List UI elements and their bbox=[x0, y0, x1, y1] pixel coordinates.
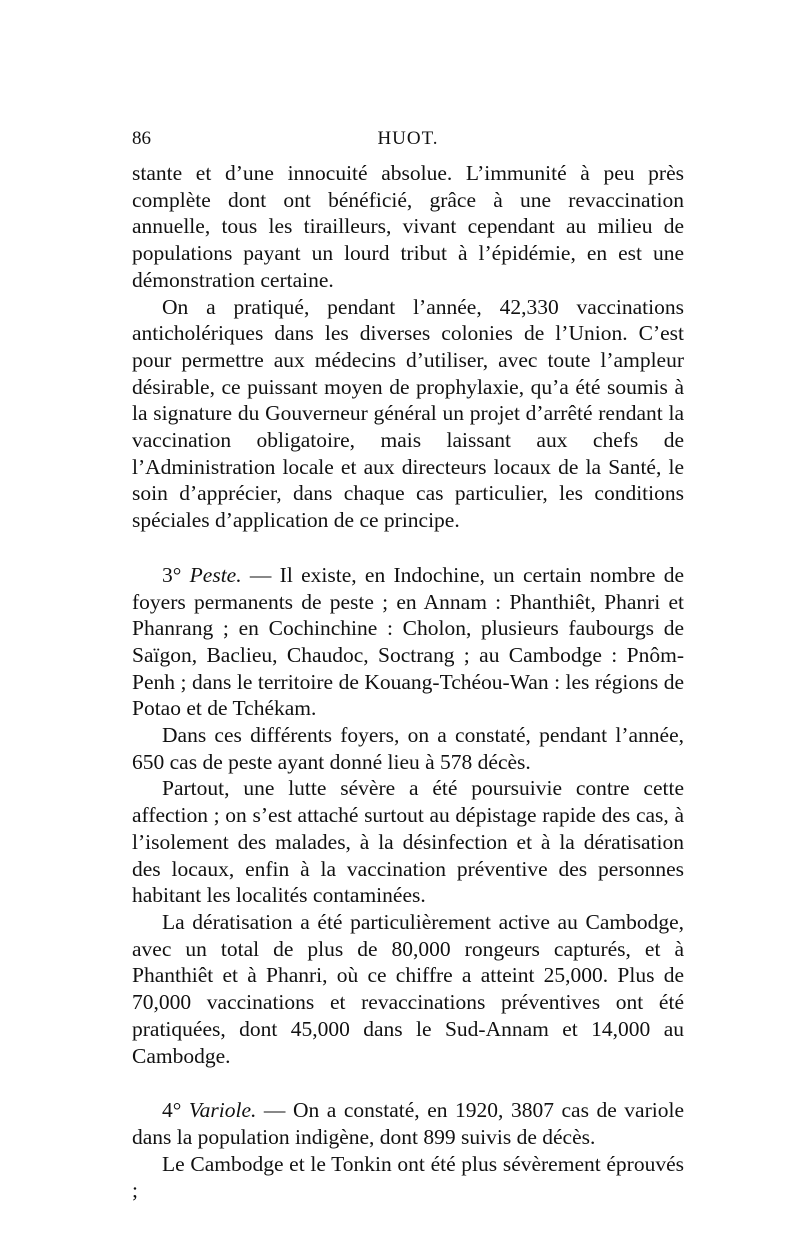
page-number: 86 bbox=[132, 128, 151, 149]
paragraph: Le Cambodge et le Tonkin ont été plus sévèrement éprouvés ; bbox=[132, 1151, 684, 1203]
paragraph: Partout, une lutte sévère a été poursuivie contre cette affection ; on s’est attaché surtout au dépistage rapide des cas, à l’isolement des malades, à la désinfection et à la dératisation des locaux, enfin à la vaccination préventive des personnes habitant les localités contaminées. bbox=[132, 776, 684, 908]
page-header bbox=[132, 128, 684, 152]
section-number: 4° bbox=[162, 1098, 182, 1123]
paragraph: La dératisation a été particulièrement active au Cambodge, avec un total de plus de 80,000 rongeurs capturés, et à Phanthiêt et à Phanri, où ce chiffre a atteint 25,000. Plus de 70,000 vaccinations et revaccinations préventives ont été pratiquées, dont 45,000 dans le Sud-Annam et 14,000 au Cambodge. bbox=[132, 909, 684, 1068]
body-text bbox=[132, 160, 684, 1204]
section-title: Variole. bbox=[188, 1098, 257, 1123]
section-title: Peste. bbox=[189, 562, 242, 587]
paragraph: Dans ces différents foyers, on a constaté, pendant l’année, 650 cas de peste ayant donné lieu à 578 décès. bbox=[132, 723, 684, 774]
section-variole bbox=[132, 1097, 684, 1150]
paragraph: On a pratiqué, pendant l’année, 42,330 vaccinations anticholériques dans les diverses colonies de l’Union. C’est pour permettre aux médecins d’utiliser, avec toute l’ampleur désirable, ce puissant moyen de prophylaxie, qu’a été soumis à la signature du Gouverneur général un projet d’arrêté rendant la vaccination obligatoire, mais laissant aux chefs de l’Administration locale et aux directeurs locaux de la Santé, le soin d’apprécier, dans chaque cas particulier, les conditions spéciales d’application de ce principe. bbox=[132, 294, 684, 533]
paragraph: stante et d’une innocuité absolue. L’immunité à peu près complète dont ont bénéficié, grâce à une revaccination annuelle, tous les tirailleurs, vivant cependant au milieu de populations payant un lourd tribut à l’épidémie, en est une démonstration certaine. bbox=[132, 161, 684, 292]
section-peste bbox=[132, 562, 684, 722]
running-head: HUOT. bbox=[377, 128, 439, 149]
section-text: — Il existe, en Indochine, un certain nombre de foyers permanents de peste ; en Annam : Phanthiêt, Phanri et Phanrang ; en Cochinchine : Cholon, plusieurs faubourgs de Saïgon, Baclieu, Chaudoc, Soctrang ; au Cambodge : Pnôm-Penh ; dans le territoire de Kouang-Tchéou-Wan : les régions de Potao et de Tchékam. bbox=[132, 562, 684, 721]
section-text: — On a constaté, en 1920, 3807 cas de variole dans la population indigène, dont 899 suivis de décès. bbox=[132, 1098, 685, 1149]
section-number: 3° bbox=[162, 562, 182, 587]
